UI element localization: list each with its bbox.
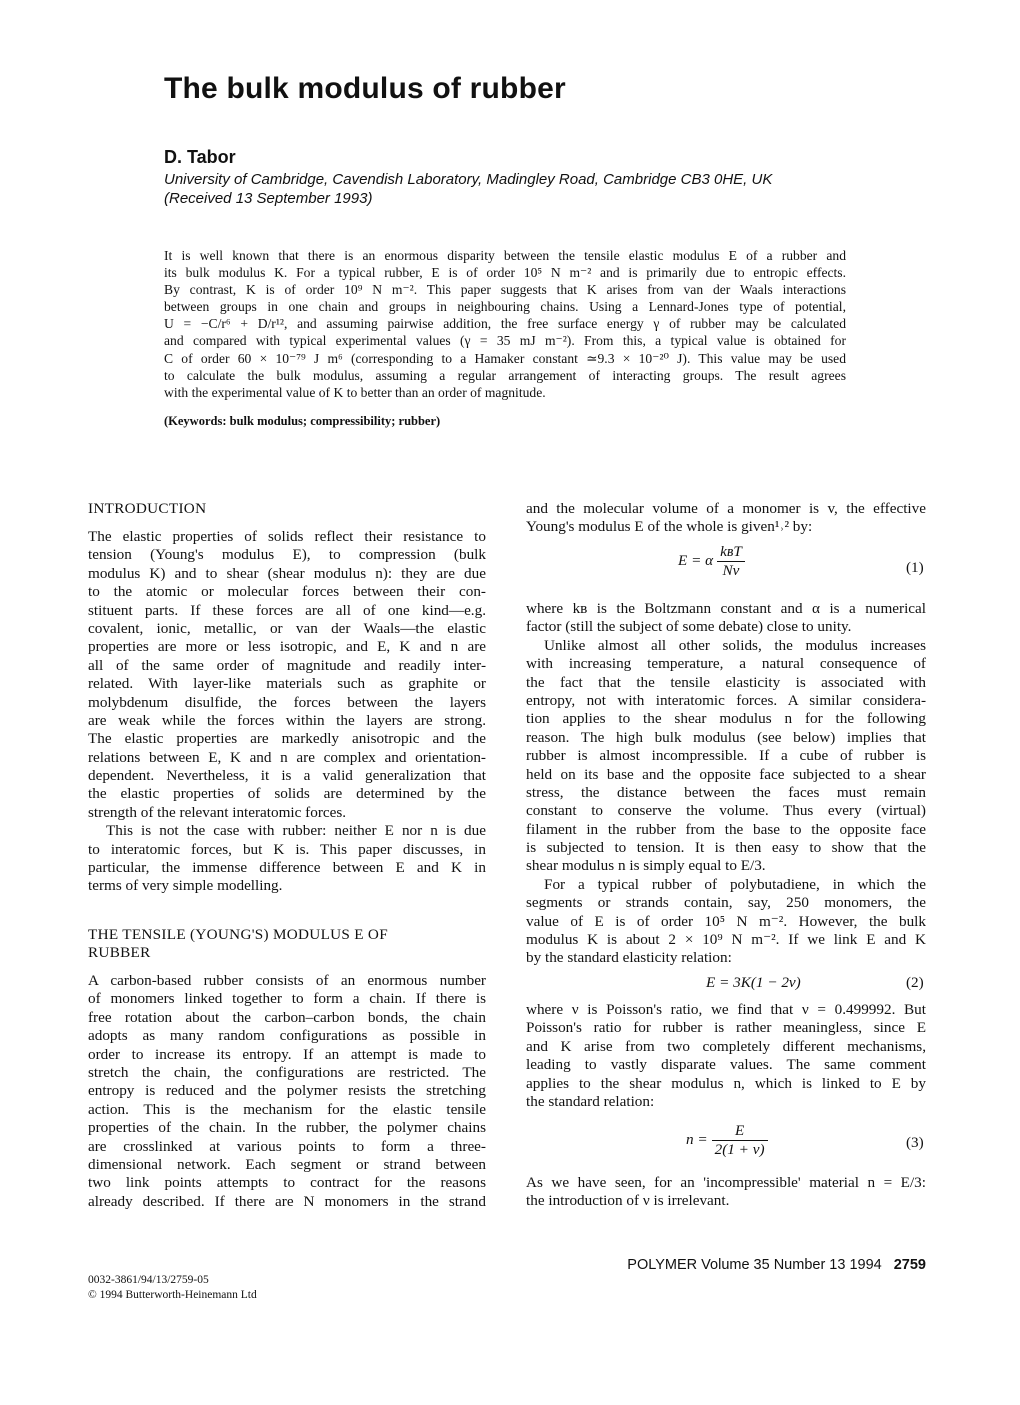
fraction-numerator: kʙT (717, 543, 745, 562)
text-line: As we have seen, for an 'incompressible' material n = E/3: (526, 1174, 926, 1191)
text-line: by the standard elasticity relation: (526, 949, 732, 967)
text-line: reason. The high bulk modulus (see below) implies that (526, 728, 926, 746)
text-line: properties are more or less isotropic, and E, K and n are (88, 638, 486, 656)
text-line: already described. If there are N monomers in the strand (88, 1192, 486, 1210)
text-line: shear modulus n is simply equal to E/3. (526, 857, 766, 875)
affiliation: University of Cambridge, Cavendish Laboratory, Madingley Road, Cambridge CB3 0HE, UK (164, 171, 773, 188)
text-line: stress, the distance between the faces must remain (526, 783, 926, 801)
abstract-line: C of order 60 × 10⁻⁷⁹ J m⁶ (corresponding to a Hamaker constant ≃9.3 × 10⁻²⁰ J). This value may be used (164, 350, 846, 366)
equation-1 (678, 543, 745, 580)
text-line: constant to conserve the volume. Thus every (virtual) (526, 802, 926, 820)
text-line: A carbon-based rubber consists of an enormous number (88, 972, 486, 989)
text-line: rubber is almost incompressible. If a cube of rubber is (526, 747, 926, 765)
footer-publication-info (88, 1273, 257, 1303)
text-line: factor (still the subject of some debate) close to unity. (526, 618, 852, 636)
text-line: relations between E, K and n are complex and orientation- (88, 748, 486, 766)
paper-title: The bulk modulus of rubber (164, 72, 566, 105)
text-line: The elastic properties are markedly anisotropic and the (88, 730, 486, 748)
tensile-paragraph (88, 972, 486, 1211)
right-paragraph-1 (526, 500, 926, 537)
text-line: related. With layer-like materials such as graphite or (88, 675, 486, 693)
section-heading-introduction: INTRODUCTION (88, 500, 207, 517)
text-line: Young's modulus E of the whole is given¹˒² by: (526, 518, 813, 536)
text-line: entropy, not with interatomic forces. A similar considera- (526, 691, 926, 709)
intro-paragraph (88, 528, 486, 896)
fraction-numerator: E (712, 1122, 768, 1141)
text-line: stretch the chain, the configurations are restricted. The (88, 1063, 486, 1081)
keywords: (Keywords: bulk modulus; compressibility; rubber) (164, 414, 441, 428)
running-footer (566, 1257, 926, 1273)
text-line: molybdenum disulfide, the forces between the layers (88, 693, 486, 711)
equation-number: (2) (906, 974, 924, 991)
text-line: modulus K is about 2 × 10⁹ N m⁻². If we link E and K (526, 931, 926, 949)
text-line: filament in the rubber from the base to the opposite face (526, 820, 926, 838)
text-line: action. This is the mechanism for the elastic tensile (88, 1100, 486, 1118)
issn-code: 0032-3861/94/13/2759-05 (88, 1274, 209, 1286)
text-line: are weak while the forces within the layers are strong. (88, 711, 486, 729)
text-line: to the atomic or molecular forces between their con- (88, 583, 486, 601)
right-paragraph-6 (526, 1174, 926, 1211)
equation-lhs: n = (686, 1131, 708, 1149)
equation-fraction (717, 543, 745, 580)
text-line: Poisson's ratio for rubber is rather meaningless, since E (526, 1019, 926, 1037)
abstract-line: between groups in one chain and groups in neighbouring chains. Using a Lennard-Jones type of potential, (164, 299, 846, 315)
text-line: The elastic properties of solids reflect their resistance to (88, 528, 486, 545)
abstract-line: By contrast, K is of order 10⁹ N m⁻². This paper suggests that K arises from van der Waals interactions (164, 282, 846, 298)
received-date: (Received 13 September 1993) (164, 190, 373, 207)
equation-lhs: E = α (678, 552, 714, 570)
copyright: © 1994 Butterworth-Heinemann Ltd (88, 1289, 257, 1301)
fraction-denominator: 2(1 + ν) (714, 1141, 765, 1158)
page-number: 2759 (893, 1257, 926, 1273)
abstract-line: its bulk modulus K. For a typical rubber, E is of order 10⁵ N m⁻² and is primarily due to entropic effects. (164, 265, 846, 281)
text-line: This is not the case with rubber: neither E nor n is due (106, 822, 486, 840)
equation-number: (1) (906, 559, 924, 576)
text-line: order to increase its entropy. If an attempt is made to (88, 1045, 486, 1063)
equation-3 (686, 1122, 768, 1159)
journal-citation: POLYMER Volume 35 Number 13 1994 (627, 1257, 882, 1273)
text-line: applies to the shear modulus n, which is linked to E by (526, 1074, 926, 1092)
text-line: terms of very simple modelling. (88, 877, 283, 895)
text-line: particular, the immense difference between E and K in (88, 859, 486, 877)
text-line: the elastic properties of solids are determined by the (88, 785, 486, 803)
right-paragraph-2 (526, 600, 926, 968)
text-line: with increasing temperature, a natural consequence of (526, 655, 926, 673)
abstract-line: to calculate the bulk modulus, assuming a regular arrangement of interacting groups. The result agrees (164, 367, 846, 383)
text-line: tion applies to the shear modulus n for the following (526, 710, 926, 728)
text-line: modulus K) and to shear (shear modulus n): they are due (88, 564, 486, 582)
section-heading-tensile (88, 926, 388, 963)
text-line: free rotation about the carbon–carbon bonds, the chain (88, 1008, 486, 1026)
text-line: and K arise from two completely different mechanisms, (526, 1037, 926, 1055)
text-line: entropy is reduced and the polymer resists the stretching (88, 1082, 486, 1100)
text-line: where kʙ is the Boltzmann constant and α is a numerical (526, 600, 926, 617)
text-line: tension (Young's modulus E), to compression (bulk (88, 546, 486, 564)
text-line: the fact that the tensile elasticity is associated with (526, 673, 926, 691)
text-line: dependent. Nevertheless, it is a valid generalization that (88, 767, 486, 785)
equation-fraction (712, 1122, 768, 1159)
text-line: strength of the relevant interatomic forces. (88, 803, 347, 821)
text-line: stituent parts. If these forces are all of one kind—e.g. (88, 601, 486, 619)
equation-2: E = 3K(1 − 2ν) (706, 974, 801, 991)
text-line: the introduction of ν is irrelevant. (526, 1192, 730, 1210)
text-line: value of E is of order 10⁵ N m⁻². However, the bulk (526, 912, 926, 930)
text-line: covalent, ionic, metallic, or van der Waals—the elastic (88, 619, 486, 637)
abstract-line: and compared with typical experimental values (γ = 35 mJ m⁻²). From this, a typical value is obtained for (164, 333, 846, 349)
affiliation-block (164, 170, 924, 208)
text-line: where ν is Poisson's ratio, we find that ν = 0.499992. But (526, 1001, 926, 1018)
right-paragraph-5 (526, 1001, 926, 1111)
text-line: are crosslinked at various points to form a three- (88, 1137, 486, 1155)
text-line: and the molecular volume of a monomer is v, the effective (526, 500, 926, 517)
text-line: held on its base and the opposite face subjected to a shear (526, 765, 926, 783)
fraction-denominator: Nv (722, 562, 740, 579)
abstract (164, 247, 846, 401)
text-line: For a typical rubber of polybutadiene, in which the (544, 875, 926, 893)
text-line: dimensional network. Each segment or strand between (88, 1155, 486, 1173)
text-line: two link points attempts to contract for the reasons (88, 1174, 486, 1192)
abstract-line: U = −C/r⁶ + D/r¹², and assuming pairwise addition, the free surface energy γ of rubber may be calculated (164, 316, 846, 332)
text-line: Unlike almost all other solids, the modulus increases (544, 636, 926, 654)
text-line: leading to vastly disparate values. The same comment (526, 1056, 926, 1074)
text-line: adopts as many random configurations as possible in (88, 1027, 486, 1045)
text-line: the standard relation: (526, 1092, 655, 1110)
text-line: properties of the chain. In the rubber, the polymer chains (88, 1119, 486, 1137)
text-line: is subjected to tension. It is then easy to show that the (526, 839, 926, 857)
equation-number: (3) (906, 1134, 924, 1151)
text-line: segments or strands contain, say, 250 monomers, the (526, 894, 926, 912)
abstract-line: with the experimental value of K to better than an order of magnitude. (164, 384, 546, 400)
heading-line: RUBBER (88, 944, 151, 962)
text-line: to interatomic forces, but K is. This paper discusses, in (88, 840, 486, 858)
text-line: of monomers linked together to form a chain. If there is (88, 990, 486, 1008)
author-name: D. Tabor (164, 147, 236, 167)
abstract-line: It is well known that there is an enormous disparity between the tensile elastic modulus E of a rubber and (164, 248, 846, 263)
heading-line: THE TENSILE (YOUNG'S) MODULUS E OF (88, 926, 388, 943)
text-line: all of the same order of magnitude and readily inter- (88, 656, 486, 674)
